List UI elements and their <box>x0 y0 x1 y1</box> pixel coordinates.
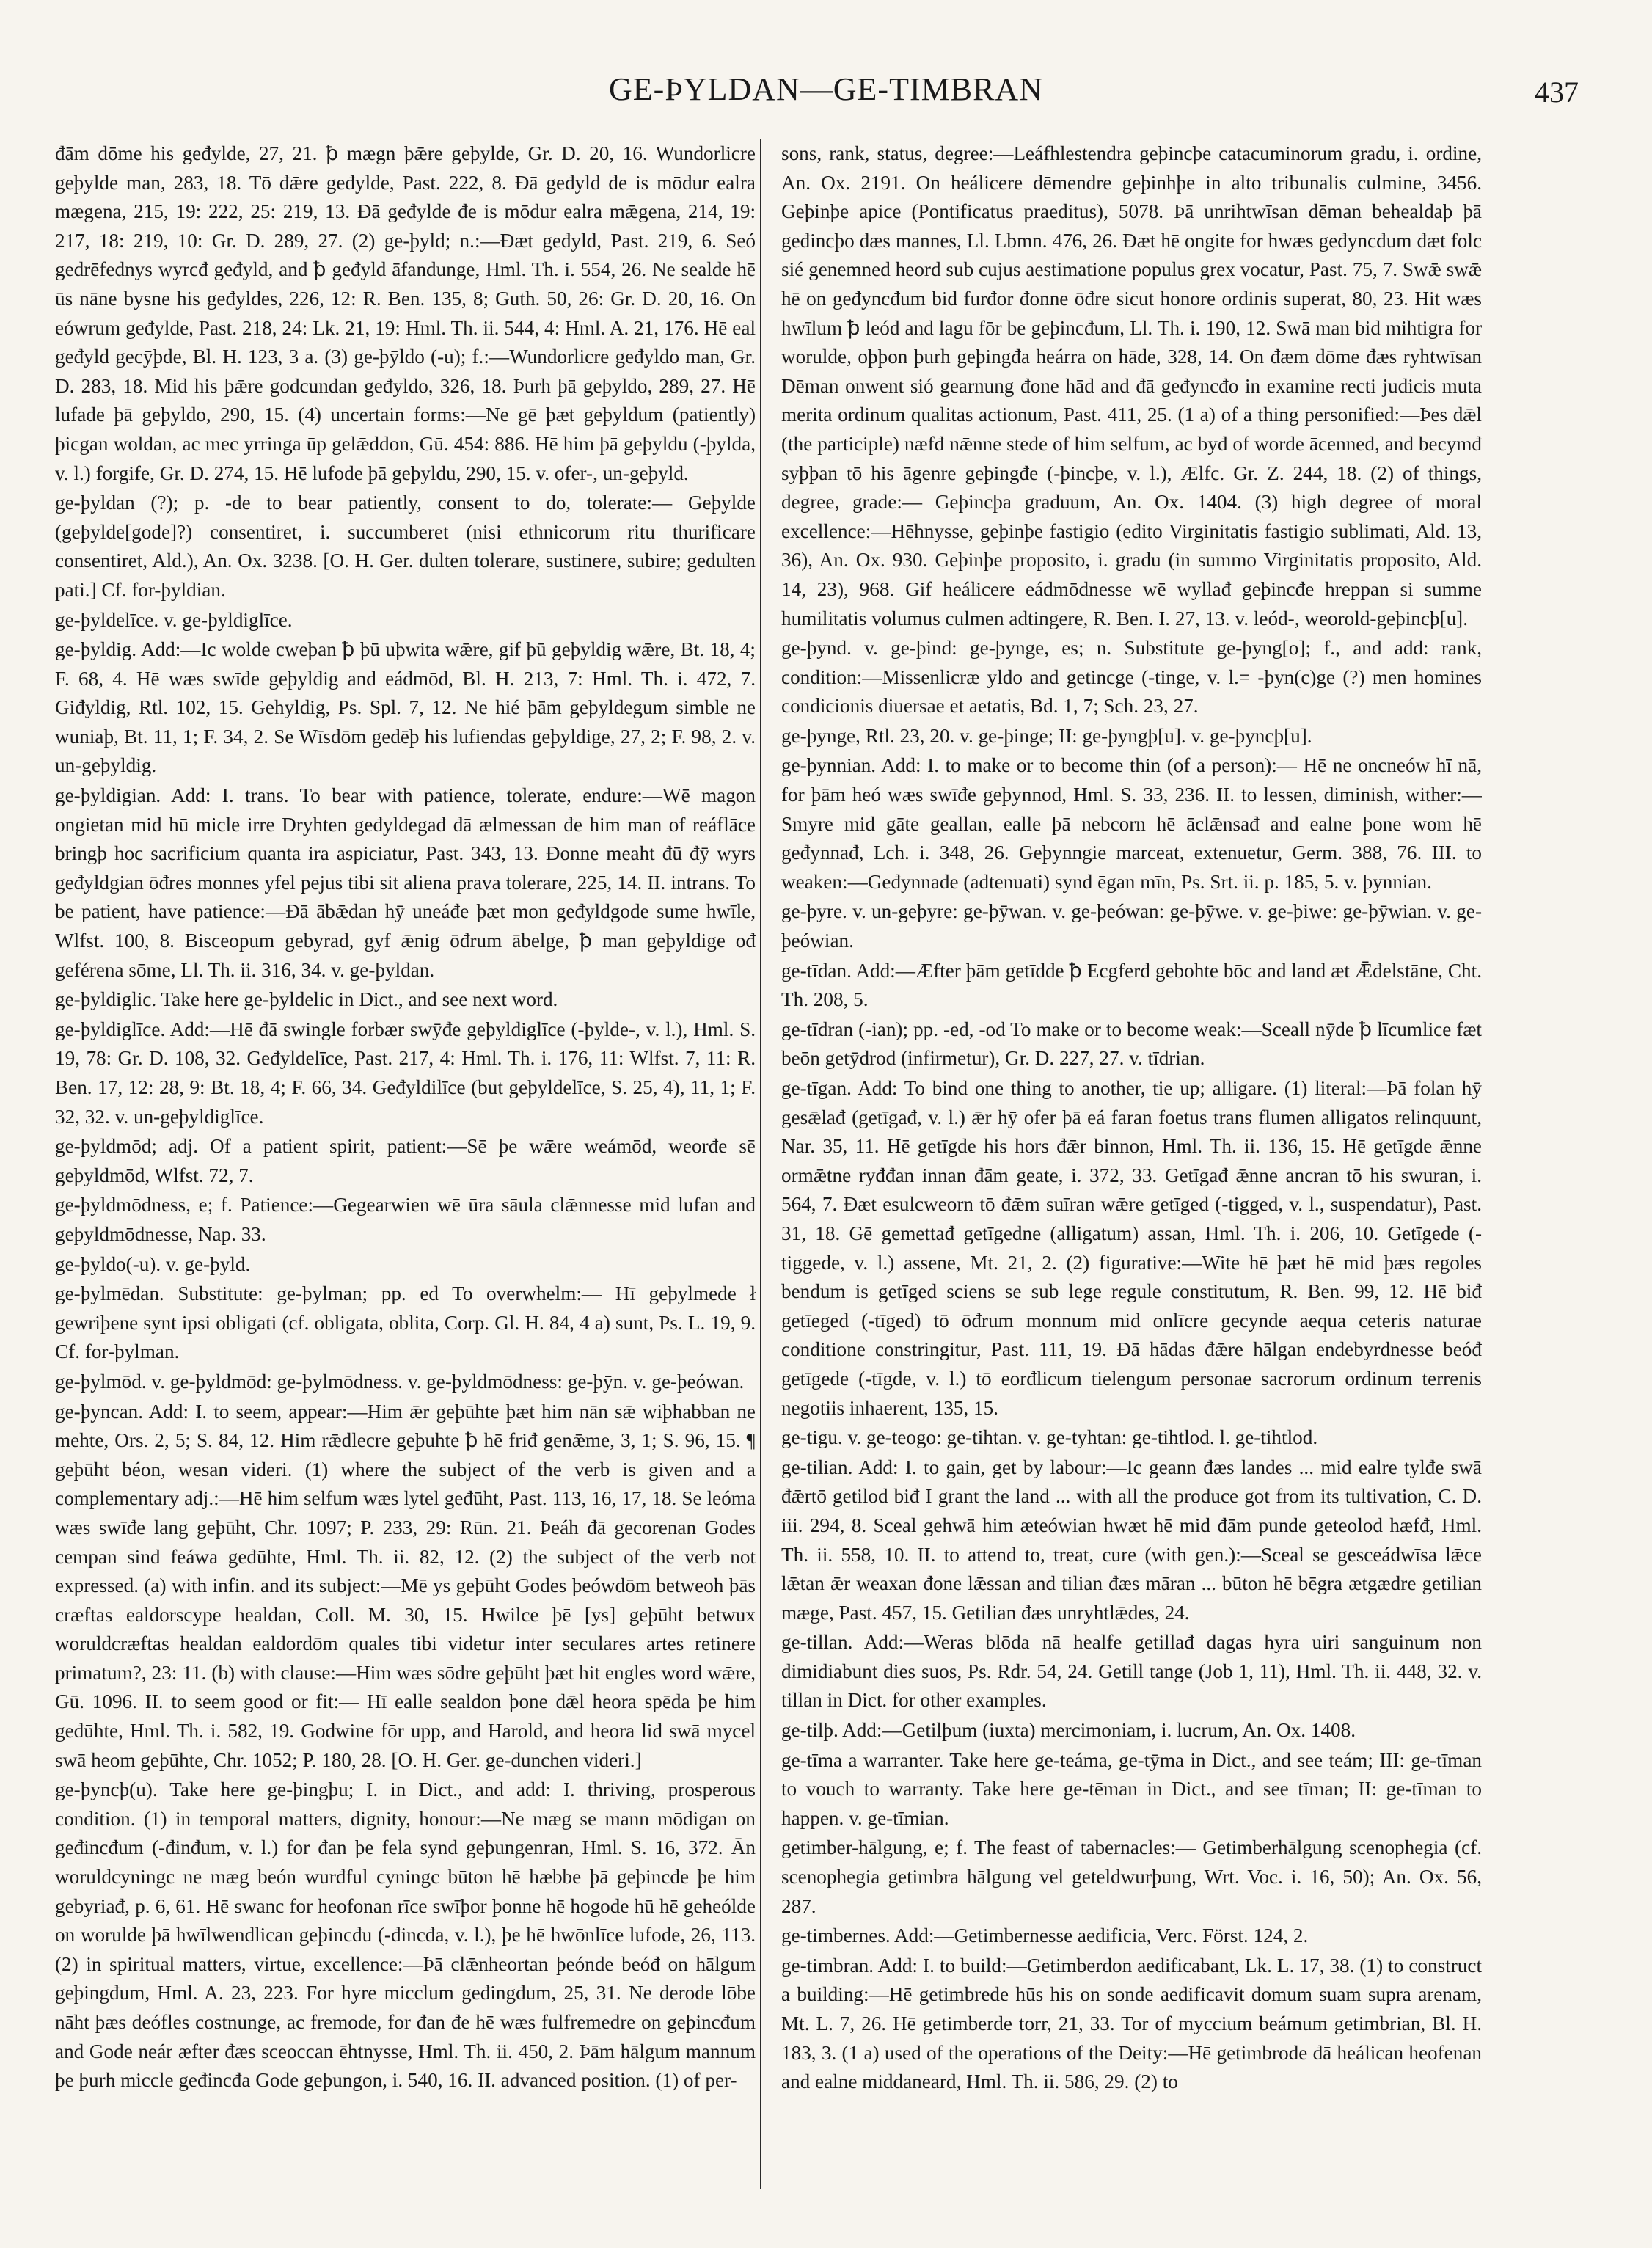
running-title: GE-ÞYLDAN—GE-TIMBRAN <box>609 71 1043 107</box>
entry-left-6: ge-þyldiglīce. Add:—Hē đā swingle forbær swȳđe geþyldiglīce (-þylde-, v. l.), Hml. S. 19, 78: Gr. D. 108, 32. Geđyldelīce, Past. 217, 4: Hml. Th. i. 176, 11: Wlfst. 7, 11: R. Ben. 17, 12: 28, 9: Bt. 18, 4; F. 66, 34. Geđyldilīce (but geþyldelīce, S. 25, 4), 11, 1; F. 32, 32. v. un-geþyldiglīce. <box>55 1018 756 1128</box>
entry-left-5: ge-þyldiglic. Take here ge-þyldelic in Dict., and see next word. <box>55 988 558 1011</box>
entry-right-5: ge-tīdan. Add:—Æfter þām getīdde ꝥ Ecgferđ gebohte bōc and land æt Ǣđelstāne, Cht. Th. 208, 5. <box>781 959 1482 1011</box>
entry-right-8: ge-tigu. v. ge-teogo: ge-tihtan. v. ge-tyhtan: ge-tihtlod. l. ge-tihtlod. <box>781 1426 1318 1449</box>
right-column <box>781 139 1482 2197</box>
entry-left-3: ge-þyldig. Add:—Ic wolde cweþan ꝥ þū uþwita wǣre, gif þū geþyldig wǣre, Bt. 18, 4; F. 68, 4. Hē wæs swīđe geþyldig and eáđmōd, Bl. H. 213, 7: Hml. Th. i. 472, 7. Giđyldig, Rtl. 102, 15. Gehyldig, Ps. Spl. 7, 12. Ne hié þām geþyldegum simble ne wuniaþ, Bt. 11, 1; F. 34, 2. Se Wīsdōm gedēþ his lufiendas geþyldige, 27, 2; F. 98, 2. v. un-geþyldig. <box>55 638 756 777</box>
entry-right-6: ge-tīdran (-ian); pp. -ed, -od To make or to become weak:—Sceall nȳde ꝥ līcumlice fæt beōn getȳdrod (infirmetur), Gr. D. 227, 27. v. tīdrian. <box>781 1018 1482 1070</box>
page-header <box>73 70 1579 122</box>
entry-right-14: ge-timbernes. Add:—Getimbernesse aedificia, Verc. Först. 124, 2. <box>781 1924 1309 1947</box>
entry-right-4: ge-þyre. v. un-geþyre: ge-þȳwan. v. ge-þeówan: ge-þȳwe. v. ge-þiwe: ge-þȳwian. v. ge-þeówian. <box>781 900 1482 952</box>
column-divider <box>760 139 761 2189</box>
entry-right-9: ge-tilian. Add: I. to gain, get by labour:—Ic geann đæs landes ... mid ealre tylđe swā đǣrtō getilod biđ I grant the land ... with all the produce got from its tultivation, C. D. iii. 294, 8. Sceal gehwā him æteówian hwæt hē mid đām punde geteolod hæfđ, Hml. Th. ii. 558, 10. II. to attend to, treat, cure (with gen.):—Sceal se gesceádwīsa lǣce lǣtan ǣr weaxan đone lǣssan and tilian đæs māran ... būton hē bēgra ætgædre getilian mæge, Past. 457, 15. Getilian đæs unryhtlǣdes, 24. <box>781 1456 1482 1624</box>
entry-left-13: ge-þyncþ(u). Take here ge-þingþu; I. in Dict., and add: I. thriving, prosperous condition. (1) in temporal matters, dignity, honour:—Ne mæg se mann mōdigan on geđincđum (-đinđum, v. l.) for đan þe fela synd geþungenran, Hml. S. 16, 372. Ān woruldcyningc ne mæg beón wurđful cyningc būton hē hæbbe þā geþincđe þe him gebyriađ, p. 6, 61. Hē swanc for heofonan rīce swīþor þonne hē hogode hū hē geheólde on worulde þā hwīlwendlican geþincđu (-đincđa, v. l.), þe hē hwōnlīce lufode, 26, 113. (2) in spiritual matters, virtue, excellence:—Þā clǣnheortan þeónde beóđ on hālgum geþingđum, Hml. A. 23, 223. For hyre micclum geđingđum, 25, 31. Ne derode lōbe nāht þæs deófles costnunge, ac fremode, for đan đe hē wæs fulfremedre on geþincđum and Gode neár æfter đæs sceoccan ēhtnysse, Hml. Th. ii. 450, 2. Þām hālgum mannum þe þurh miccle geđincđa Gode geþungon, i. 540, 16. II. advanced position. (1) of per- <box>55 1778 756 2092</box>
entry-right-2: ge-þynge, Rtl. 23, 20. v. ge-þinge; II: ge-þyngþ[u]. v. ge-þyncþ[u]. <box>781 724 1312 747</box>
left-column <box>55 139 756 2197</box>
entry-right-1: ge-þynd. v. ge-þind: ge-þynge, es; n. Substitute ge-þyng[o]; f., and add: rank, condition:—Missenlicræ yldo and getincge (-tinge, v. l.= -þyn(c)ge (?) men homines condicionis diuersae et aetatis, Bd. 1, 7; Sch. 23, 27. <box>781 637 1482 718</box>
page-number: 437 <box>1535 76 1579 109</box>
entry-right-3: ge-þynnian. Add: I. to make or to become thin (of a person):— Hē ne oncneów hī nā, for þām heó wæs swīđe geþynnod, Hml. S. 33, 236. II. to lessen, diminish, wither:—Smyre mid gāte geallan, ealle þā nebcorn hē āclǣnsađ and ealne þone wom hē geđynnađ, Lch. i. 348, 26. Geþynngie marceat, extenuetur, Germ. 388, 76. III. to weaken:—Geđynnade (adtenuati) synd ēgan mīn, Ps. Srt. ii. p. 185, 5. v. þynnian. <box>781 754 1482 893</box>
entry-left-1: ge-þyldan (?); p. -de to bear patiently, consent to do, tolerate:— Geþylde (geþylde[gode]?) consentiret, i. succumberet (nisi ethnicorum ritu thurificare consentiret, Ald.), An. Ox. 3238. [O. H. Ger. dulten tolerare, sustinere, subire; gedulten pati.] Cf. for-þyldian. <box>55 492 756 601</box>
entry-left-9: ge-þyldo(-u). v. ge-þyld. <box>55 1252 251 1275</box>
entry-left-2: ge-þyldelīce. v. ge-þyldiglīce. <box>55 608 293 631</box>
entry-right-0: sons, rank, status, degree:—Leáfhlestendra geþincþe catacuminorum gradu, i. ordine, An. Ox. 2191. On heálicere dēmendre geþinhþe in alto tribunalis culmine, 3456. Geþinþe apice (Pontificatus praeditus), 5078. Þā unrihtwīsan dēman behealdaþ þā geđincþo đæs mannes, Ll. Lbmn. 476, 26. Đæt hē ongite for hwæs geđyncđum đæt folc sié genemned heord sub cujus aestimatione populus grex vocatur, Past. 75, 7. Swǣ swǣ hē on geđyncđum bid furđor đonne ōđre sicut honore ordinis superat, 80, 23. Hit wæs hwīlum ꝥ leód and lagu fōr be geþincđum, Ll. Th. i. 190, 12. Swā man bid mihtigra for woruldе, oþþon þurh geþingđa heárra on hāde, 328, 14. On đæm dōme đæs ryhtwīsan Dēman onwent sió gearnung đone hād and đā geđyncđo in examine recti judicis muta merita ordinum qualitas actionum, Past. 411, 25. (1 a) of a thing personified:—Þes dǣl (the participle) næfđ nǣnne stede of him selfum, ac byđ of worde ācenned, and becymđ syþþan tō his āgenre geþingđe (-þincþe, v. l.), Ælfc. Gr. Z. 244, 18. (2) of things, degree, grade:— Geþincþa graduum, An. Ox. 1404. (3) high degree of moral excellence:—Hēhnysse, geþinþe fastigio (edito Virginitatis fastigio sublimati, Ald. 13, 36), An. Ox. 930. Geþinþe proposito, i. gradu (in summo Virginitatis proposito, Ald. 14, 23), 968. Gif heálicere eádmōdnesse wē wyllađ geþincđe hreppan si summe humilitatis volumus culmen adtingere, R. Ben. I. 27, 13. v. leód-, weorold-geþincþ[u]. <box>781 142 1482 629</box>
entry-left-12: ge-þyncan. Add: I. to seem, appear:—Him ǣr geþūhte þæt him nān sǣ wiþhabban ne mehte, Ors. 2, 5; S. 84, 12. Him rǣdlecre geþuhte ꝥ hē friđ genǣme, 3, 1; S. 96, 15. ¶ geþūht béon, wesan videri. (1) where the subject of the verb is given and a complementary adj.:—Hē him selfum wæs lytel geđūht, Past. 113, 16, 17, 18. Se leóma wæs swīđe lang geþūht, Chr. 1097; P. 233, 29: Rūn. 21. Þeáh đā gecorenan Godes cempan sind feáwa geđūhte, Hml. Th. ii. 82, 12. (2) the subject of the verb not expressed. (a) with infin. and its subject:—Mē ys geþūht Godes þeówdōm betweoh þās cræftas ealdorscype healdan, Coll. M. 30, 15. Hwilce þē [ys] geþūht betwux woruldcræftas healdan ealdordōm quales tibi videtur inter seculares artes retinere primatum?, 23: 11. (b) with clause:—Him wæs sōdre geþūht þæt hit engles word wǣre, Gū. 1096. II. to seem good or fit:— Hī ealle sealdon þone dǣl heora spēda þe him geđūhte, Hml. Th. i. 582, 19. Godwine fōr upp, and Harold, and heora liđ swā mycel swā heom geþūhte, Chr. 1052; P. 180, 28. [O. H. Ger. ge-dunchen videri.] <box>55 1400 756 1771</box>
entry-right-12: ge-tīma a warranter. Take here ge-teáma, ge-tȳma in Dict., and see teám; III: ge-tīman to vouch to warranty. Take here ge-tēman in Dict., and see tīman; II: ge-tīman to happen. v. ge-tīmian. <box>781 1748 1482 1829</box>
entry-left-0: đām dōme his geđylde, 27, 21. ꝥ mægn þǣre geþylde, Gr. D. 20, 16. Wundorlicre geþylde man, 283, 18. Tō đǣre geđylde, Past. 222, 8. Đā geđyld đe is mōdur ealra mægena, 215, 19: 222, 25: 219, 13. Đā geđylde đe is mōdur ealra mǣgena, 214, 19: 217, 18: 219, 10: Gr. D. 289, 27. (2) ge-þyld; n.:—Đæt geđyld, Past. 219, 6. Seó gedrēfednys wyrcđ geđyld, and ꝥ geđyld āfandunge, Hml. Th. i. 554, 26. Ne sealde hē ūs nāne bysne his geđyldes, 226, 12: R. Ben. 135, 8; Guth. 50, 26: Gr. D. 20, 16. On eówrum geđylde, Past. 218, 24: Lk. 21, 19: Hml. Th. ii. 544, 4: Hml. A. 21, 176. Hē eal geđyld gecȳþde, Bl. H. 123, 3 a. (3) ge-þȳldo (-u); f.:—Wundorlicre geđyldo man, Gr. D. 283, 18. Mid his þǣre godcundan geđyldo, 326, 18. Þurh þā geþyldo, 289, 27. Hē lufade þā geþyldo, 290, 15. (4) uncertain forms:—Ne gē þæt geþyldum (patiently) þicgan woldan, ac mec yrringa ūp gelǣddon, Gū. 454: 886. Hē him þā geþyldu (-þylda, v. l.) forgife, Gr. D. 274, 15. Hē lufode þā geþyldu, 290, 15. v. ofer-, un-geþyld. <box>55 142 756 484</box>
entry-left-11: ge-þylmōd. v. ge-þyldmōd: ge-þylmōdness. v. ge-þyldmōdness: ge-þȳn. v. ge-þeówan. <box>55 1370 745 1393</box>
entry-right-13: getimber-hālgung, e; f. The feast of tabernacles:— Getimberhālgung scenophegia (cf. scenophegia getimbra hālgung vel geteldwurþung, Wrt. Voc. i. 16, 50); An. Ox. 56, 287. <box>781 1836 1482 1917</box>
entry-right-7: ge-tīgan. Add: To bind one thing to another, tie up; alligare. (1) literal:—Þā folan hȳ gesǣlađ (getīgađ, v. l.) ǣr hȳ ofer þā eá faran foetus trans flumen alligatos relinquunt, Nar. 35, 11. Hē getīgde his hors đǣr binnon, Hml. Th. ii. 136, 15. Hē getīgde ǣnne ormǣtne ryđđan innan đām geate, i. 372, 33. Getīgađ ǣnne ancran tō his swuran, i. 564, 7. Đæt esulcweorn tō đǣm suīran wǣre getīged (-tigged, v. l., suspendatur), Past. 31, 18. Gē gemettađ getīgedne (alligatum) assan, Hml. Th. i. 206, 10. Getīgede (-tiggede, v. l.) assene, Mt. 21, 2. (2) figurative:—Wite hē þæt hē mid þæs regoles bendum is getīged sciens se sub lege regule constitutum, R. Ben. 99, 12. Hē biđ getīeged (-tīged) tō ōđrum monnum mid onlīcre gecynde aequa ceteris naturae conditione constringitur, Past. 111, 19. Đā hādas đǣre hālgan endebyrdnesse beóđ getīgede (-tīgde, v. l.) tō eorđlicum tielengum personae sacrorum ordinum terrenis negotiis inhaerent, 135, 15. <box>781 1077 1482 1419</box>
entry-right-11: ge-tilþ. Add:—Getilþum (iuxta) mercimoniam, i. lucrum, An. Ox. 1408. <box>781 1719 1356 1742</box>
entry-left-4: ge-þyldigian. Add: I. trans. To bear with patience, tolerate, endure:—Wē magon ongietan mid hū micle irre Dryhten geđyldegađ đā ælmessan đe him man of reáflāce bringþ hoc sacrificium quanta ira aspiciatur, Past. 343, 13. Đonne meaht đū đȳ wyrs geđyldgian ōđres monnes yfel pejus tibi sit aliena prava tolerare, 225, 14. II. intrans. To be patient, have patience:—Đā ābǣdan hȳ uneáđe þæt mon geđyldgode sume hwīle, Wlfst. 100, 8. Bisceopum gebyrad, gyf ǣnig ōđrum ābelge, ꝥ man geþyldige ođ geférena sōme, Ll. Th. ii. 316, 34. v. ge-þyldan. <box>55 784 756 981</box>
entry-left-7: ge-þyldmōd; adj. Of a patient spirit, patient:—Sē þe wǣre weámōd, weorđe sē geþyldmōd, Wlfst. 72, 7. <box>55 1135 756 1186</box>
entry-right-10: ge-tillan. Add:—Weras blōda nā healfe getillađ dagas hyra uiri sanguinum non dimidiabunt dies suos, Ps. Rdr. 54, 24. Getill tange (Job 1, 11), Hml. Th. ii. 448, 32. v. tillan in Dict. for other examples. <box>781 1631 1482 1712</box>
entry-left-10: ge-þylmēdan. Substitute: ge-þylman; pp. ed To overwhelm:— Hī geþylmede ł gewriþene synt ipsi obligati (cf. obligata, oblita, Corp. Gl. H. 84, 4 a) sunt, Ps. L. 19, 9. Cf. for-þylman. <box>55 1282 756 1363</box>
entry-right-15: ge-timbran. Add: I. to build:—Getimberdon aedificabant, Lk. L. 17, 38. (1) to construct a building:—Hē getimbrede hūs his on sonde aedificavit domum suam supra arenam, Mt. L. 7, 26. Hē getimberde torr, 21, 33. Tor of myccium beámum getimbrian, Bl. H. 183, 3. (1 a) used of the operations of the Deity:—Hē getimbrode đā heálican heofenan and ealne middaneard, Hml. Th. ii. 586, 29. (2) to <box>781 1954 1482 2093</box>
entry-left-8: ge-þyldmōdness, e; f. Patience:—Gegearwien wē ūra sāula clǣnnesse mid lufan and geþyldmōdnesse, Nap. 33. <box>55 1194 756 1245</box>
